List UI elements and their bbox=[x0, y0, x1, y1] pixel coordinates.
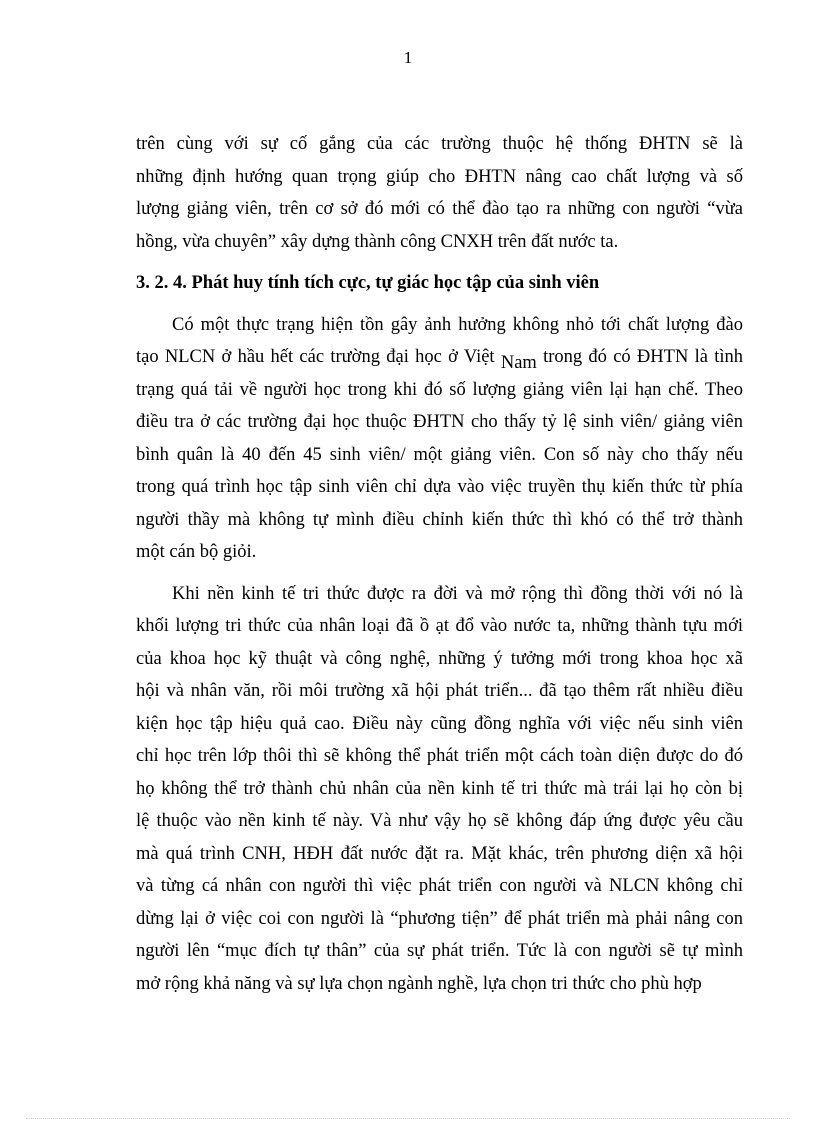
page-number: 1 bbox=[403, 48, 413, 67]
document-body bbox=[136, 128, 743, 1009]
text-line: của khoa học kỹ thuật và công nghệ, những ý tưởng mới trong khoa học xã bbox=[136, 648, 743, 669]
text-line: bình quân là 40 đến 45 sinh viên/ một giảng viên. Con số này cho thấy nếu bbox=[136, 444, 743, 465]
text-line: hồng, vừa chuyên” xây dựng thành công CNXH trên đất nước ta. bbox=[136, 231, 619, 252]
text-line: khối lượng tri thức của nhân loại đã ồ ạt đổ vào nước ta, những thành tựu mới bbox=[136, 616, 743, 636]
text-line: trên cùng với sự cố gắng của các trường thuộc hệ thống ĐHTN sẽ là bbox=[136, 134, 743, 154]
text-line: lệ thuộc vào nền kinh tế này. Và như vậy họ sẽ không đáp ứng được yêu cầu bbox=[136, 811, 743, 831]
paragraph-2 bbox=[136, 309, 743, 569]
text-fragment: trong đó có ĐHTN là tình bbox=[543, 347, 743, 367]
text-line: trạng quá tải về người học trong khi đó số lượng giảng viên lại hạn chế. Theo bbox=[136, 379, 743, 400]
text-fragment: tạo NLCN ở hầu hết các trường đại học ở Việt bbox=[136, 347, 495, 367]
text-line: dừng lại ở việc coi con người là “phương tiện” để phát triển mà phải nâng con bbox=[136, 908, 743, 929]
text-line: lượng giảng viên, trên cơ sở đó mới có thể đào tạo ra những con người “vừa bbox=[136, 199, 743, 219]
text-line: hội và nhân văn, rồi môi trường xã hội phát triển... đã tạo thêm rất nhiều điều bbox=[136, 681, 743, 701]
text-line-with-subscript bbox=[136, 341, 743, 374]
text-line: người thầy mà không tự mình điều chỉnh kiến thức thì khó có thể trở thành bbox=[136, 509, 743, 530]
page-bottom-divider bbox=[26, 1118, 790, 1119]
paragraph-1 bbox=[136, 128, 743, 258]
text-line: một cán bộ giỏi. bbox=[136, 542, 257, 562]
text-line: mà quá trình CNH, HĐH đất nước đặt ra. Mặt khác, trên phương diện xã hội bbox=[136, 843, 743, 864]
subscript-word: Nam bbox=[500, 353, 537, 373]
text-line: Khi nền kinh tế tri thức được ra đời và mở rộng thì đồng thời với nó là bbox=[172, 583, 743, 604]
text-line: kiện học tập hiệu quả cao. Điều này cũng đồng nghĩa với việc nếu sinh viên bbox=[136, 713, 743, 734]
text-line: và từng cá nhân con người thì việc phát triển con người và NLCN không chỉ bbox=[136, 876, 743, 896]
text-line: trong quá trình học tập sinh viên chỉ dựa vào việc truyền thụ kiến thức từ phía bbox=[136, 477, 743, 497]
text-line: mở rộng khả năng và sự lựa chọn ngành nghề, lựa chọn tri thức cho phù hợp bbox=[136, 973, 702, 994]
text-line: họ không thể trở thành chủ nhân của nền kinh tế tri thức mà trái lại họ còn bị bbox=[136, 778, 743, 799]
text-line: Có một thực trạng hiện tồn gây ảnh hưởng không nhỏ tới chất lượng đào bbox=[172, 314, 743, 335]
section-heading: 3. 2. 4. Phát huy tính tích cực, tự giác học tập của sinh viên bbox=[136, 273, 600, 293]
paragraph-3 bbox=[136, 578, 743, 1001]
text-line: người lên “mục đích tự thân” của sự phát triển. Tức là con người sẽ tự mình bbox=[136, 941, 743, 961]
text-line: những định hướng quan trọng giúp cho ĐHTN nâng cao chất lượng và số bbox=[136, 166, 743, 187]
text-line: điều tra ở các trường đại học thuộc ĐHTN cho thấy tỷ lệ sinh viên/ giảng viên bbox=[136, 412, 743, 432]
text-line: chỉ học trên lớp thôi thì sẽ không thể phát triển một cách toàn diện được do đó bbox=[136, 746, 743, 766]
